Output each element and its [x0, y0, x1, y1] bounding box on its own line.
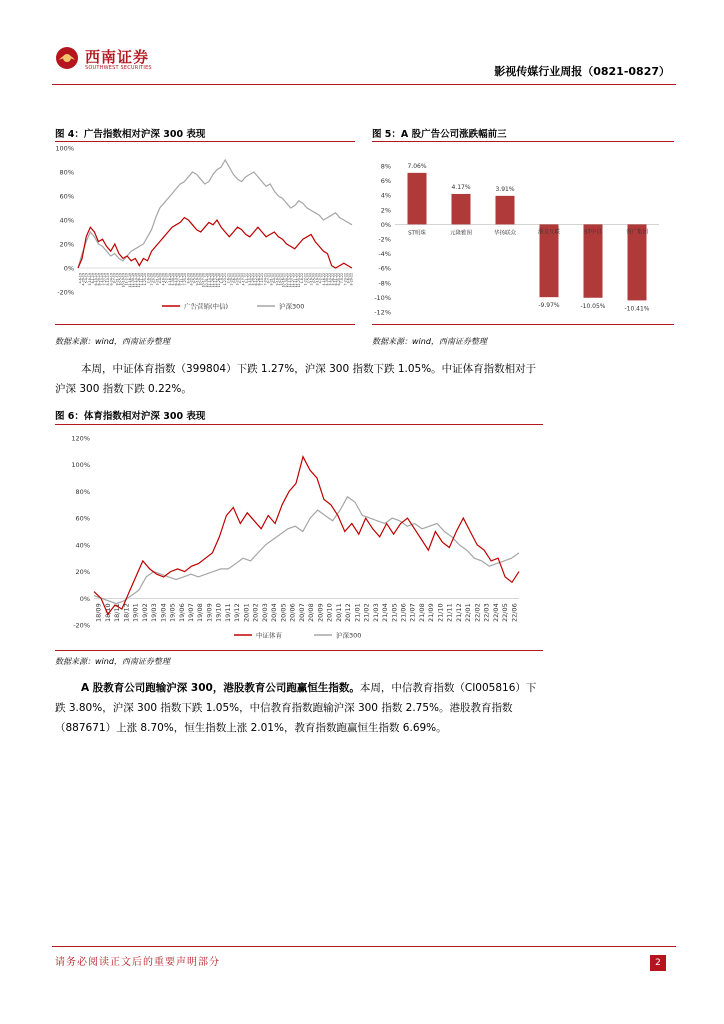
fig4-chart [52, 142, 357, 322]
fig4-xtick: 4-3-21 [238, 273, 243, 284]
fig4-legend-label-1: 沪深300 [279, 302, 305, 311]
fig6-xtick: 20/12 [344, 603, 353, 623]
fig5-ytick: -2% [378, 235, 391, 244]
fig4-xtick: 6-13-20 [173, 273, 178, 286]
fig5-category-label-3: 浙文互联 [537, 229, 561, 236]
fig4-xtick: 8-7-21 [266, 273, 271, 284]
fig6-xtick: 21/10 [436, 603, 445, 623]
fig4-xtick: 10-5-19 [118, 273, 123, 286]
fig6-xtick: 19/10 [214, 603, 223, 623]
fig5-bar-0 [408, 173, 427, 225]
fig6-chart [54, 425, 544, 650]
fig6-xtick: 22/02 [473, 603, 482, 623]
fig4-ytick: 60% [59, 192, 74, 201]
fig6-xtick: 20/06 [288, 603, 297, 623]
fig6-xtick: 21/07 [408, 603, 417, 623]
fig4-xtick: 5-2-20 [164, 273, 169, 284]
fig6-xtick: 19/05 [168, 603, 177, 623]
company-logo [55, 44, 175, 74]
fig6-xtick: 19/09 [205, 603, 214, 623]
fig6-xtick: 22/03 [482, 603, 491, 623]
fig6-xtick: 20/07 [297, 603, 306, 623]
paragraph-education [55, 678, 543, 738]
fig4-xtick: 11-14-20 [207, 273, 212, 288]
fig5-category-label-4: ST中昌 [584, 229, 602, 236]
fig4-xtick: 4-18-20 [161, 273, 166, 286]
fig4-xtick: 7-13-19 [100, 273, 105, 286]
fig6-xtick: 21/09 [427, 603, 436, 623]
fig5-ytick: -10% [374, 293, 391, 302]
fig4-xtick: 5-1-21 [244, 273, 249, 284]
fig4-xtick: 2-8-20 [146, 273, 151, 284]
fig4-xtick: 10-31-20 [204, 273, 209, 288]
fig4-xtick: 5-28-22 [330, 273, 335, 286]
fig4-xtick: 3-20-21 [235, 273, 240, 286]
fig4-ytick: 100% [55, 144, 74, 153]
fig6-ytick: 60% [75, 514, 90, 523]
fig6-xtick: 19/07 [187, 603, 196, 623]
fig6-ytick: 120% [71, 434, 90, 443]
fig6-xtick: 19/02 [140, 603, 149, 623]
fig4-xtick: 3-5-22 [312, 273, 317, 284]
fig4-xtick: 5-18-19 [87, 273, 92, 286]
fig4-xtick: 6-29-19 [97, 273, 102, 286]
fig6-xtick: 21/03 [371, 603, 380, 623]
fig6-xtick: 19/11 [223, 603, 232, 623]
fig4-xtick: 2-22-20 [149, 273, 154, 286]
fig4-xtick: 6-15-19 [93, 273, 98, 286]
fig5-bar-1 [452, 194, 471, 224]
fig4-xtick: 6-11-22 [334, 273, 339, 286]
fig4-xtick: 8-21-21 [269, 273, 274, 286]
fig5-ytick: -6% [378, 264, 391, 273]
fig6-xtick: 21/04 [381, 603, 390, 623]
fig5-data-label-2: 3.91% [495, 185, 515, 193]
fig4-xtick: 7-9-22 [340, 273, 345, 284]
fig6-xtick: 18/12 [122, 603, 131, 623]
fig6-xtick: 20/01 [242, 603, 251, 623]
fig6-xtick: 21/01 [353, 603, 362, 623]
fig4-xtick: 12-28-19 [137, 273, 142, 288]
paragraph-sports-index [55, 359, 543, 399]
fig4-xtick: 1-25-20 [143, 273, 148, 286]
fig4-series-line-0 [78, 218, 352, 268]
fig6-ytick: 100% [71, 461, 90, 470]
fig4-xtick: 3-6-21 [232, 273, 237, 284]
fig4-title: 图 4：广告指数相对沪深 300 表现 [55, 129, 206, 140]
fig6-xtick: 21/12 [454, 603, 463, 623]
fig6-xtick: 21/11 [445, 603, 454, 623]
fig4-xtick: 3-21-20 [155, 273, 160, 286]
fig4-xtick: 1-23-21 [223, 273, 228, 286]
fig6-ytick: 40% [75, 541, 90, 550]
fig6-series-line-1 [94, 497, 519, 604]
fig6-series-line-0 [94, 457, 519, 615]
fig4-xtick: 5-14-22 [327, 273, 332, 286]
fig4-xtick: 4-4-20 [158, 273, 163, 284]
fig6-ytick: 20% [75, 568, 90, 577]
fig4-xtick: 7-24-21 [263, 273, 268, 286]
fig5-data-label-4: -10.05% [580, 302, 606, 310]
fig6-title: 图 6：体育指数相对沪深 300 表现 [55, 411, 206, 422]
fig6-xtick: 21/05 [390, 603, 399, 623]
fig6-ytick: -20% [73, 621, 90, 630]
fig4-xtick: 1-11-20 [140, 273, 145, 286]
fig4-ytick: 80% [59, 168, 74, 177]
fig6-xtick: 20/09 [316, 603, 325, 623]
fig4-xtick: 10-2-21 [278, 273, 283, 286]
fig6-xtick: 19/01 [131, 603, 140, 623]
fig4-xtick: 9-21-19 [115, 273, 120, 286]
fig6-xtick: 20/03 [260, 603, 269, 623]
fig4-xtick: 11-2-19 [124, 273, 129, 286]
fig4-xtick: 11-16-19 [127, 273, 132, 288]
fig5-category-label-1: 元隆雅图 [449, 230, 473, 237]
fig4-ytick: 0% [63, 264, 74, 273]
fig4-xtick: 5-4-19 [84, 273, 89, 284]
fig4-xtick: 7-23-22 [343, 273, 348, 286]
fig4-xtick: 12-14-19 [133, 273, 138, 288]
fig4-xtick: 6-1-19 [90, 273, 95, 284]
fig6-xtick: 19/04 [159, 603, 168, 623]
fig5-bar-5 [625, 224, 649, 300]
fig5-data-label-5: -10.41% [624, 305, 650, 313]
fig4-xtick: 11-13-21 [287, 273, 292, 288]
fig4-xtick: 11-30-19 [130, 273, 135, 288]
fig4-xtick: 4-6-19 [78, 273, 83, 284]
fig4-xtick: 4-20-19 [81, 273, 86, 286]
fig4-xtick: 9-4-21 [272, 273, 277, 284]
fig4-ytick: 40% [59, 216, 74, 225]
fig6-xtick: 19/12 [233, 603, 242, 623]
fig4-xtick: 1-22-22 [303, 273, 308, 286]
fig6-legend-label-0: 中证体育 [256, 631, 282, 640]
fig5-chart [369, 142, 674, 322]
fig4-xtick: 4-16-22 [321, 273, 326, 286]
fig4-xtick: 4-17-21 [241, 273, 246, 286]
fig4-xtick: 2-6-21 [226, 273, 231, 284]
fig4-xtick: 1-8-22 [300, 273, 305, 284]
fig4-xtick: 9-19-20 [195, 273, 200, 286]
fig4-ytick: -20% [57, 288, 74, 297]
fig6-xtick: 19/08 [196, 603, 205, 623]
fig4-series-line-1 [78, 160, 352, 268]
fig6-xtick: 18/11 [113, 603, 122, 623]
fig6-xtick: 22/05 [501, 603, 510, 623]
fig6-legend-label-1: 沪深300 [336, 631, 362, 640]
footer-disclaimer: 请务必阅读正文后的重要声明部分 [55, 957, 220, 968]
fig5-bar-2 [496, 196, 515, 225]
fig6-xtick: 20/10 [325, 603, 334, 623]
fig4-xtick: 7-10-21 [260, 273, 265, 286]
fig4-xtick: 7-27-19 [103, 273, 108, 286]
fig4-xtick: 8-20-22 [349, 273, 354, 286]
fig5-data-label-0: 7.06% [407, 162, 427, 170]
fig4-xtick: 8-8-20 [186, 273, 191, 284]
fig4-xtick: 8-10-19 [106, 273, 111, 286]
fig6-xtick: 21/02 [362, 603, 371, 623]
fig5-data-label-1: 4.17% [451, 183, 471, 191]
fig6-ytick: 80% [75, 487, 90, 496]
fig4-xtick: 10-30-21 [284, 273, 289, 288]
fig4-xtick: 2-19-22 [309, 273, 314, 286]
fig5-source: 数据来源：wind，西南证券整理 [372, 337, 487, 346]
fig4-xtick: 8-24-19 [109, 273, 114, 286]
fig5-ytick: 6% [380, 177, 391, 186]
logo-emblem-icon [55, 46, 79, 70]
fig4-xtick: 12-11-21 [294, 273, 299, 288]
fig4-xtick: 6-25-22 [337, 273, 342, 286]
fig6-xtick: 20/02 [251, 603, 260, 623]
fig4-xtick: 3-7-20 [152, 273, 157, 284]
fig5-ytick: 0% [380, 220, 391, 229]
fig4-xtick: 9-5-20 [192, 273, 197, 284]
fig4-xtick: 6-26-21 [257, 273, 262, 286]
fig4-xtick: 2-20-21 [229, 273, 234, 286]
fig6-xtick: 19/06 [177, 603, 186, 623]
fig6-xtick: 22/01 [464, 603, 473, 623]
fig4-xtick: 8-6-22 [346, 273, 351, 284]
fig4-ytick: 20% [59, 240, 74, 249]
fig4-xtick: 9-7-19 [112, 273, 117, 284]
fig6-xtick: 18/10 [103, 603, 112, 623]
fig5-ytick: -12% [374, 308, 391, 317]
fig6-xtick: 20/08 [307, 603, 316, 623]
fig4-xtick: 5-15-21 [247, 273, 252, 286]
logo-chinese-name: 西南证券 [85, 48, 150, 66]
fig4-xtick: 5-16-20 [167, 273, 172, 286]
fig4-xtick: 11-28-20 [210, 273, 215, 288]
fig6-xtick: 21/06 [399, 603, 408, 623]
fig4-xtick: 10-3-20 [198, 273, 203, 286]
fig4-legend-label-0: 广告营销(中信) [184, 302, 229, 311]
fig5-category-label-0: ST明珠 [408, 230, 426, 237]
fig6-xtick: 20/04 [270, 603, 279, 623]
fig6-xtick: 19/03 [150, 603, 159, 623]
fig6-source: 数据来源：wind，西南证券整理 [55, 657, 170, 666]
fig4-xtick: 8-22-20 [189, 273, 194, 286]
fig5-bottom-rule [372, 324, 674, 325]
fig4-xtick: 10-19-19 [121, 273, 126, 288]
footer-rule [52, 946, 676, 947]
fig5-ytick: 4% [380, 191, 391, 200]
paragraph-education-text: 本周，中信教育指数（CI005816）下跌 3.80%，沪深 300 指数下跌 1.05%，中信教育指数跑输沪深 300 指数 2.75%。港股教育指数（887671）上涨 8.70%，恒生指数上涨 2.01%，教育指数跑赢恒生指数 6.69%。 [55, 682, 537, 734]
fig6-xtick: 20/11 [334, 603, 343, 623]
fig4-xtick: 10-16-21 [281, 273, 286, 288]
fig4-xtick: 2-5-22 [306, 273, 311, 284]
fig6-xtick: 22/04 [491, 603, 500, 623]
fig5-category-label-5: 省广集团 [625, 229, 649, 236]
fig4-xtick: 4-2-22 [318, 273, 323, 284]
logo-english-name: SOUTHWEST SECURITIES [85, 65, 152, 71]
fig4-xtick: 12-25-21 [297, 273, 302, 288]
fig6-xtick: 21/08 [417, 603, 426, 623]
fig4-xtick: 7-25-20 [183, 273, 188, 286]
fig4-xtick: 4-30-22 [324, 273, 329, 286]
fig6-xtick: 22/06 [510, 603, 519, 623]
report-title: 影视传媒行业周报（0821-0827） [494, 65, 670, 78]
fig4-xtick: 10-17-20 [201, 273, 206, 288]
fig4-xtick: 12-12-20 [214, 273, 218, 288]
fig4-xtick: 5-30-20 [170, 273, 175, 286]
fig6-xtick: 20/05 [279, 603, 288, 623]
paragraph-sports-text: 本周，中证体育指数（399804）下跌 1.27%，沪深 300 指数下跌 1.05%。中证体育指数相对于沪深 300 指数下跌 0.22%。 [55, 363, 537, 395]
fig4-xtick: 6-12-21 [254, 273, 259, 286]
fig4-xtick: 11-27-21 [290, 273, 295, 288]
fig5-category-label-2: 华扬联众 [493, 230, 517, 237]
page-number: 2 [650, 955, 666, 971]
fig4-xtick: 3-19-22 [315, 273, 320, 286]
fig4-source: 数据来源：wind，西南证券整理 [55, 337, 170, 346]
fig5-ytick: -4% [378, 250, 391, 259]
fig4-bottom-rule [55, 324, 355, 325]
header-rule [52, 84, 676, 85]
fig4-xtick: 7-11-20 [180, 273, 185, 286]
fig4-xtick: 9-18-21 [275, 273, 280, 286]
fig6-ytick: 0% [79, 594, 90, 603]
fig5-data-label-3: -9.97% [538, 302, 560, 310]
fig6-xtick: 18/09 [94, 603, 103, 623]
fig6-bottom-rule [55, 650, 543, 651]
paragraph-education-lead: A 股教育公司跑输沪深 300，港股教育公司跑赢恒生指数。 [81, 682, 360, 694]
fig4-xtick: 12-26-20 [217, 273, 222, 288]
fig5-ytick: 8% [380, 162, 391, 171]
fig4-xtick: 6-27-20 [177, 273, 182, 286]
fig5-ytick: -8% [378, 279, 391, 288]
fig4-xtick: 5-29-21 [250, 273, 255, 286]
fig5-title: 图 5：A 股广告公司涨跌幅前三 [372, 129, 507, 140]
fig5-ytick: 2% [380, 206, 391, 215]
fig4-xtick: 1-9-21 [220, 273, 225, 284]
